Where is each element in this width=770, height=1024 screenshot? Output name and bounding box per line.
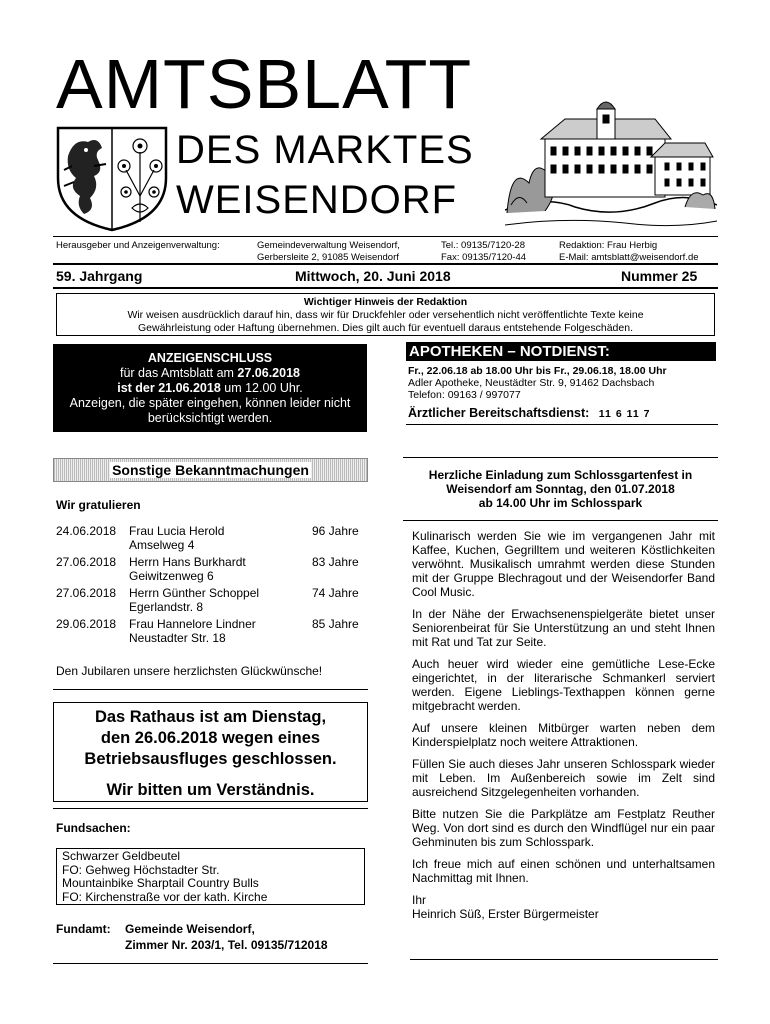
table-row — [56, 586, 366, 617]
birthday-name: Herrn Hans Burkhardt — [129, 555, 246, 569]
birthday-street: Amselweg 4 — [129, 538, 195, 552]
publisher-fax: Fax: 09135/7120-44 — [441, 252, 527, 263]
congrats-wishes: Den Jubilaren unsere herzlichsten Glückwünsche! — [56, 664, 323, 678]
publisher-email[interactable]: E-Mail: amtsblatt@weisendorf.de — [559, 252, 699, 263]
closure-line1: Das Rathaus ist am Dienstag, — [94, 708, 327, 726]
publisher-label: Herausgeber und Anzeigenverwaltung: — [56, 240, 220, 251]
birthday-age: 83 Jahre — [312, 555, 359, 569]
town-hall-closure-box — [53, 702, 368, 802]
pharmacy-rule — [406, 424, 718, 425]
doctor-label: Ärztlicher Bereitschaftsdienst: — [408, 406, 590, 420]
pharmacy-info — [408, 365, 718, 401]
invitation-paragraph: In der Nähe der Erwachsenenspielgeräte bietet unser Seniorenbeirat für Sie Unterstützung an und steht Ihnen mit Rat und Tat zur Seite. — [412, 607, 715, 649]
doctor-service — [408, 406, 650, 420]
birthday-street: Neustadter Str. 18 — [129, 631, 226, 645]
issue-rule-bottom — [53, 287, 718, 289]
notice-line1: Wir weisen ausdrücklich darauf hin, dass wir für Druckfehler oder versehentlich nicht veröffentlichte Texte keine — [127, 309, 644, 321]
issue-volume: 59. Jahrgang — [56, 268, 143, 284]
invitation-body — [403, 520, 718, 921]
invitation-article — [403, 457, 718, 963]
office-label: Fundamt: — [56, 922, 111, 936]
pharmacy-phone: Telefon: 09163 / 997077 — [408, 389, 521, 401]
invitation-rule-bottom — [410, 959, 718, 960]
deadline-line2-post: um 12.00 Uhr. — [220, 381, 303, 395]
pharmacy-period: Fr., 22.06.18 ab 18.00 Uhr bis Fr., 29.06.18, 18.00 Uhr — [408, 365, 667, 377]
ad-deadline-box — [53, 344, 367, 432]
birthday-street: Egerlandstr. 8 — [129, 600, 204, 614]
lost-item-location: FO: Gehweg Höchstadter Str. — [62, 862, 220, 877]
office-line1: Gemeinde Weisendorf, — [125, 922, 255, 936]
birthday-date: 27.06.2018 — [56, 555, 117, 569]
table-row — [56, 555, 366, 586]
announcements-heading — [53, 458, 368, 482]
birthday-age: 96 Jahre — [312, 524, 359, 538]
section-rule — [53, 963, 368, 964]
publisher-editor: Redaktion: Frau Herbig — [559, 240, 658, 251]
birthday-person — [129, 586, 259, 614]
publisher-org-line1: Gemeindeverwaltung Weisendorf, — [257, 240, 400, 251]
invitation-closing1: Ihr — [412, 893, 427, 907]
birthday-name: Frau Lucia Herold — [129, 524, 225, 538]
deadline-line3: Anzeigen, die später eingehen, können leider nicht — [69, 396, 351, 410]
birthday-date: 27.06.2018 — [56, 586, 117, 600]
deadline-line1 — [53, 366, 367, 381]
invitation-paragraph: Auf unsere kleinen Mitbürger warten neben dem Kinderspielplatz noch weitere Attraktionen. — [412, 721, 715, 749]
pharmacy-address: Adler Apotheke, Neustädter Str. 9, 91462 Dachsbach — [408, 377, 655, 389]
deadline-cutoff-date: ist der 21.06.2018 — [117, 381, 221, 395]
issue-number: Nummer 25 — [621, 268, 698, 284]
birthday-person — [129, 524, 224, 552]
birthday-street: Geiwitzenweg 6 — [129, 569, 214, 583]
deadline-line4: berücksichtigt werden. — [147, 411, 273, 425]
birthday-name: Herrn Günther Schoppel — [129, 586, 260, 600]
invitation-heading1: Herzliche Einladung zum Schlossgartenfest in — [428, 468, 693, 482]
office-line2: Zimmer Nr. 203/1, Tel. 09135/712018 — [125, 938, 328, 952]
invitation-paragraph: Bitte nutzen Sie die Parkplätze am Festplatz Reuther Weg. Von dort sind es durch den Windflügel nur ein paar Gehminuten bis zum Schlosspark. — [412, 807, 715, 849]
lost-item: Mountainbike Sharptail Country Bulls — [62, 876, 259, 890]
invitation-paragraph: Ich freue mich auf einen schönen und unterhaltsamen Nachmittag mit Ihnen. — [412, 857, 715, 885]
publisher-contact — [441, 240, 526, 264]
birthday-table — [56, 524, 366, 648]
closure-line3: Betriebsausfluges geschlossen. — [84, 750, 337, 768]
deadline-heading: ANZEIGENSCHLUSS — [147, 351, 273, 365]
invitation-paragraph: Auch heuer wird wieder eine gemütliche Lese-Ecke eingerichtet, in der literarische Schmankerl serviert werden. Eigene Lieblings-Texthappen können gerne mitgebracht werden. — [412, 657, 715, 713]
header-rule — [53, 236, 718, 237]
deadline-line1-pre: für das Amtsblatt am — [120, 366, 238, 380]
masthead-line2: DES MARKTES — [176, 128, 474, 172]
issue-rule-top — [53, 263, 718, 265]
lost-found-office — [56, 921, 328, 952]
section-rule — [53, 689, 368, 690]
invitation-paragraph: Füllen Sie auch dieses Jahr unseren Schlosspark wieder mit Leben. Im Außenbereich sowie im Zelt sind ausreichend Sitzgelegenheiten vorhanden. — [412, 757, 715, 799]
birthday-person — [129, 617, 256, 645]
invitation-heading2: Weisendorf am Sonntag, den 01.07.2018 — [446, 482, 675, 496]
birthday-date: 24.06.2018 — [56, 524, 117, 538]
invitation-heading3: ab 14.00 Uhr im Schlosspark — [478, 496, 643, 510]
publisher-org-line2: Gerbersleite 2, 91085 Weisendorf — [257, 252, 399, 263]
birthday-age: 85 Jahre — [312, 617, 359, 631]
issue-date: Mittwoch, 20. Juni 2018 — [295, 268, 451, 284]
masthead-line3: WEISENDORF — [176, 178, 458, 222]
birthday-age: 74 Jahre — [312, 586, 359, 600]
pharmacy-heading: APOTHEKEN – NOTDIENST: — [406, 342, 716, 361]
table-row — [56, 524, 366, 555]
coat-of-arms-icon — [54, 126, 172, 232]
table-row — [56, 617, 366, 648]
doctor-number: 11 6 11 7 — [598, 408, 651, 420]
publisher-tel: Tel.: 09135/7120-28 — [441, 240, 525, 251]
invitation-header — [403, 457, 718, 510]
birthday-person — [129, 555, 246, 583]
announcements-heading-text: Sonstige Bekanntmachungen — [112, 462, 309, 478]
section-rule — [53, 808, 368, 809]
lost-found-heading: Fundsachen: — [56, 821, 131, 835]
congrats-heading: Wir gratulieren — [56, 498, 141, 512]
masthead-title: AMTSBLATT — [56, 45, 473, 123]
birthday-name: Frau Hannelore Lindner — [129, 617, 256, 631]
deadline-issue-date: 27.06.2018 — [237, 366, 300, 380]
notice-line2: Gewährleistung oder Haftung übernehmen. Dies gilt auch für eventuell daraus entstehende Folgeschäden. — [138, 322, 633, 334]
castle-illustration — [505, 95, 717, 230]
lost-found-list — [56, 848, 365, 905]
deadline-line2 — [53, 381, 367, 396]
invitation-paragraph: Kulinarisch werden Sie wie im vergangenen Jahr mit Kaffee, Kuchen, Gegrilltem und weiteren Köstlichkeiten verwöhnt. Musikalisch umrahmt werden diese Stunden mit der Gruppe Blechragout und der Weisendorfer Band Cool Music. — [412, 529, 715, 599]
lost-item-location: FO: Kirchenstraße vor der kath. Kirche — [62, 889, 268, 904]
editorial-notice — [56, 293, 715, 336]
publisher-editorial — [559, 240, 699, 264]
invitation-signature: Heinrich Süß, Erster Bürgermeister — [412, 907, 599, 921]
notice-heading: Wichtiger Hinweis der Redaktion — [303, 296, 468, 308]
publisher-address — [257, 240, 400, 264]
lost-item: Schwarzer Geldbeutel — [62, 849, 181, 863]
closure-line4: Wir bitten um Verständnis. — [106, 781, 315, 799]
closure-line2: den 26.06.2018 wegen eines — [100, 729, 321, 747]
birthday-date: 29.06.2018 — [56, 617, 117, 631]
